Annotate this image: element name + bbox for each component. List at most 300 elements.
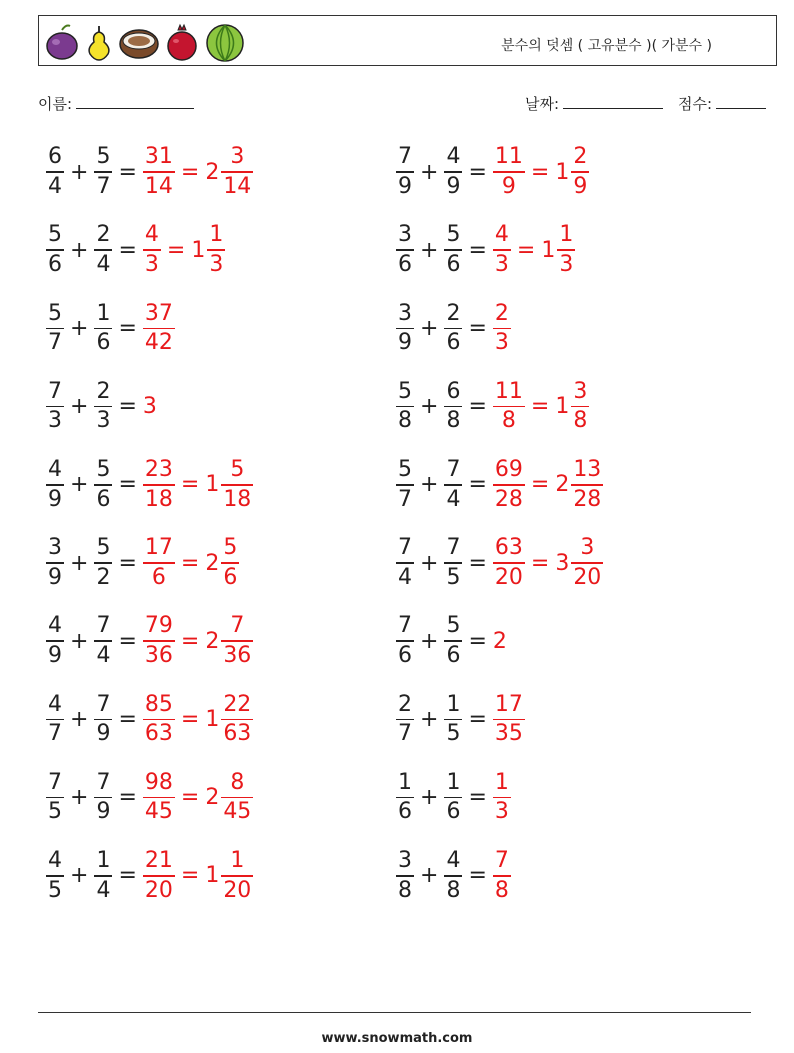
numerator: 3 bbox=[580, 535, 595, 561]
equals-sign: = bbox=[118, 628, 137, 654]
denominator: 6 bbox=[223, 564, 238, 590]
numerator: 5 bbox=[446, 222, 461, 248]
numerator: 3 bbox=[398, 222, 412, 248]
answer-fraction bbox=[493, 378, 525, 434]
denominator: 42 bbox=[144, 330, 173, 356]
mixed-whole: 1 bbox=[205, 863, 220, 889]
mixed-fraction bbox=[207, 224, 225, 276]
answer-fraction bbox=[493, 146, 525, 198]
denominator: 6 bbox=[96, 330, 111, 356]
addend-fraction bbox=[396, 691, 414, 747]
denominator: 9 bbox=[96, 799, 111, 825]
problem-item bbox=[46, 685, 253, 753]
answer-fraction bbox=[143, 615, 175, 667]
denominator: 18 bbox=[223, 486, 252, 512]
plus-sign: + bbox=[70, 159, 89, 185]
numerator: 17 bbox=[144, 535, 173, 561]
numerator: 3 bbox=[230, 144, 245, 170]
mixed-whole: 3 bbox=[555, 550, 570, 576]
numerator: 7 bbox=[398, 144, 412, 170]
date-field bbox=[525, 93, 663, 114]
denominator: 20 bbox=[573, 564, 602, 590]
plus-sign: + bbox=[420, 785, 439, 811]
denominator: 4 bbox=[48, 173, 62, 199]
plus-sign: + bbox=[70, 394, 89, 420]
denominator: 9 bbox=[501, 173, 516, 199]
equals-sign: = bbox=[118, 394, 137, 420]
mixed-fraction bbox=[571, 537, 603, 589]
addend-fraction bbox=[396, 615, 414, 667]
numerator: 5 bbox=[48, 222, 62, 248]
mixed-fraction bbox=[221, 615, 253, 667]
numerator: 4 bbox=[48, 691, 62, 717]
equals-sign: = bbox=[468, 550, 487, 576]
mixed-fraction bbox=[221, 850, 253, 902]
pear-icon bbox=[84, 22, 114, 62]
addend-fraction bbox=[444, 378, 462, 434]
denominator: 5 bbox=[48, 799, 62, 825]
header-box bbox=[38, 15, 777, 66]
denominator: 9 bbox=[96, 721, 111, 747]
problem-item bbox=[46, 529, 239, 597]
denominator: 9 bbox=[573, 173, 588, 199]
addend-fraction bbox=[444, 850, 462, 902]
mixed-whole: 2 bbox=[205, 550, 220, 576]
denominator: 3 bbox=[144, 251, 159, 277]
answer-fraction bbox=[493, 850, 511, 902]
equals-sign: = bbox=[468, 472, 487, 498]
coconut-icon bbox=[118, 22, 160, 62]
addend-fraction bbox=[46, 146, 64, 198]
numerator: 7 bbox=[48, 769, 62, 795]
equals-sign: = bbox=[530, 550, 550, 576]
numerator: 7 bbox=[446, 535, 461, 561]
plus-sign: + bbox=[70, 863, 89, 889]
numerator: 1 bbox=[446, 691, 461, 717]
addend-fraction bbox=[444, 537, 462, 589]
equals-sign: = bbox=[166, 237, 186, 263]
addend-fraction bbox=[94, 537, 112, 589]
addend-fraction bbox=[94, 224, 112, 276]
numerator: 3 bbox=[573, 378, 588, 404]
addend-fraction bbox=[396, 850, 414, 902]
denominator: 28 bbox=[573, 486, 602, 512]
addend-fraction bbox=[94, 769, 112, 825]
denominator: 7 bbox=[48, 721, 62, 747]
equals-sign: = bbox=[118, 863, 137, 889]
mixed-whole: 1 bbox=[205, 472, 220, 498]
equals-sign: = bbox=[118, 550, 137, 576]
plus-sign: + bbox=[420, 315, 439, 341]
equals-sign: = bbox=[468, 315, 487, 341]
denominator: 5 bbox=[446, 564, 461, 590]
answer-fraction bbox=[493, 769, 511, 825]
numerator: 7 bbox=[230, 613, 245, 639]
addend-fraction bbox=[46, 615, 64, 667]
denominator: 3 bbox=[209, 251, 224, 277]
pomegranate-icon bbox=[164, 22, 200, 62]
equals-sign: = bbox=[118, 785, 137, 811]
plus-sign: + bbox=[70, 550, 89, 576]
answer-fraction bbox=[143, 300, 175, 356]
problem-item bbox=[396, 529, 603, 597]
plus-sign: + bbox=[70, 315, 89, 341]
equals-sign: = bbox=[530, 394, 550, 420]
plus-sign: + bbox=[70, 706, 89, 732]
answer-fraction bbox=[493, 691, 525, 747]
plus-sign: + bbox=[420, 394, 439, 420]
denominator: 6 bbox=[398, 642, 412, 668]
numerator: 5 bbox=[48, 300, 62, 326]
denominator: 5 bbox=[48, 877, 62, 903]
plus-sign: + bbox=[70, 472, 89, 498]
mixed-fraction bbox=[221, 537, 239, 589]
numerator: 98 bbox=[144, 769, 173, 795]
denominator: 6 bbox=[398, 799, 412, 825]
denominator: 4 bbox=[96, 877, 111, 903]
mixed-fraction bbox=[221, 146, 253, 198]
mixed-whole: 2 bbox=[205, 159, 220, 185]
numerator: 5 bbox=[446, 613, 461, 639]
denominator: 2 bbox=[96, 564, 111, 590]
denominator: 6 bbox=[151, 564, 166, 590]
equals-sign: = bbox=[468, 237, 487, 263]
equals-sign: = bbox=[468, 706, 487, 732]
numerator: 4 bbox=[446, 144, 461, 170]
plus-sign: + bbox=[70, 237, 89, 263]
mixed-whole: 1 bbox=[555, 394, 570, 420]
mixed-fraction bbox=[571, 146, 589, 198]
problem-item bbox=[396, 607, 507, 675]
addend-fraction bbox=[396, 378, 414, 434]
addend-fraction bbox=[94, 850, 112, 902]
denominator: 7 bbox=[398, 486, 412, 512]
problem-item bbox=[46, 451, 253, 519]
numerator: 5 bbox=[96, 144, 111, 170]
denominator: 6 bbox=[446, 799, 461, 825]
problem-item bbox=[396, 842, 511, 910]
denominator: 8 bbox=[398, 877, 412, 903]
denominator: 9 bbox=[446, 173, 461, 199]
answer-whole: 3 bbox=[142, 394, 157, 420]
mixed-fraction bbox=[571, 459, 603, 511]
numerator: 5 bbox=[398, 457, 412, 483]
addend-fraction bbox=[46, 769, 64, 825]
denominator: 8 bbox=[573, 408, 588, 434]
plus-sign: + bbox=[70, 785, 89, 811]
problem-item bbox=[46, 607, 253, 675]
mixed-fraction bbox=[571, 378, 589, 434]
equals-sign: = bbox=[180, 863, 200, 889]
numerator: 4 bbox=[48, 613, 62, 639]
answer-fraction bbox=[143, 769, 175, 825]
addend-fraction bbox=[94, 146, 112, 198]
addend-fraction bbox=[444, 146, 462, 198]
denominator: 8 bbox=[494, 877, 509, 903]
numerator: 31 bbox=[144, 144, 173, 170]
equals-sign: = bbox=[180, 159, 200, 185]
addend-fraction bbox=[94, 691, 112, 747]
plus-sign: + bbox=[420, 550, 439, 576]
denominator: 5 bbox=[446, 721, 461, 747]
problem-item bbox=[396, 685, 525, 753]
mixed-whole: 1 bbox=[541, 237, 556, 263]
addend-fraction bbox=[46, 459, 64, 511]
equals-sign: = bbox=[180, 628, 200, 654]
date-blank[interactable] bbox=[563, 94, 663, 109]
numerator: 69 bbox=[494, 457, 523, 483]
numerator: 63 bbox=[494, 535, 523, 561]
denominator: 4 bbox=[398, 564, 412, 590]
problem-item bbox=[46, 764, 253, 832]
addend-fraction bbox=[94, 459, 112, 511]
name-blank[interactable] bbox=[76, 94, 194, 109]
mixed-fraction bbox=[221, 769, 253, 825]
mixed-whole: 2 bbox=[205, 628, 220, 654]
addend-fraction bbox=[396, 224, 414, 276]
denominator: 9 bbox=[398, 330, 412, 356]
numerator: 7 bbox=[48, 378, 62, 404]
plum-icon bbox=[44, 22, 80, 62]
numerator: 79 bbox=[144, 613, 173, 639]
numerator: 1 bbox=[494, 769, 509, 795]
denominator: 3 bbox=[494, 799, 509, 825]
numerator: 5 bbox=[230, 457, 245, 483]
denominator: 8 bbox=[446, 877, 461, 903]
addend-fraction bbox=[396, 769, 414, 825]
denominator: 28 bbox=[494, 486, 523, 512]
addend-fraction bbox=[46, 224, 64, 276]
numerator: 4 bbox=[494, 222, 509, 248]
numerator: 22 bbox=[223, 691, 252, 717]
addend-fraction bbox=[396, 459, 414, 511]
numerator: 4 bbox=[48, 457, 62, 483]
addend-fraction bbox=[46, 378, 64, 434]
denominator: 45 bbox=[223, 799, 252, 825]
numerator: 7 bbox=[446, 457, 461, 483]
addend-fraction bbox=[444, 300, 462, 356]
numerator: 85 bbox=[144, 691, 173, 717]
numerator: 5 bbox=[96, 535, 111, 561]
addend-fraction bbox=[46, 300, 64, 356]
addend-fraction bbox=[94, 300, 112, 356]
addend-fraction bbox=[46, 850, 64, 902]
numerator: 2 bbox=[96, 222, 111, 248]
denominator: 4 bbox=[96, 642, 111, 668]
footer-divider bbox=[38, 1012, 751, 1013]
addend-fraction bbox=[46, 691, 64, 747]
denominator: 4 bbox=[96, 251, 111, 277]
plus-sign: + bbox=[420, 628, 439, 654]
equals-sign: = bbox=[180, 785, 200, 811]
numerator: 4 bbox=[48, 848, 62, 874]
answer-fraction bbox=[493, 537, 525, 589]
answer-fraction bbox=[143, 224, 161, 276]
page-title: 분수의 덧셈 ( 고유분수 )( 가분수 ) bbox=[501, 38, 712, 54]
numerator: 4 bbox=[446, 848, 461, 874]
numerator: 7 bbox=[494, 848, 509, 874]
numerator: 3 bbox=[48, 535, 62, 561]
denominator: 6 bbox=[96, 486, 111, 512]
denominator: 36 bbox=[144, 642, 173, 668]
denominator: 9 bbox=[48, 642, 62, 668]
equals-sign: = bbox=[118, 315, 137, 341]
denominator: 8 bbox=[398, 408, 412, 434]
denominator: 6 bbox=[446, 330, 461, 356]
problem-item bbox=[46, 373, 157, 441]
name-field bbox=[38, 93, 194, 114]
numerator: 7 bbox=[398, 613, 412, 639]
equals-sign: = bbox=[118, 706, 137, 732]
denominator: 7 bbox=[96, 173, 111, 199]
denominator: 3 bbox=[96, 408, 111, 434]
denominator: 9 bbox=[48, 486, 62, 512]
numerator: 7 bbox=[96, 691, 111, 717]
plus-sign: + bbox=[420, 159, 439, 185]
denominator: 6 bbox=[398, 251, 412, 277]
addend-fraction bbox=[444, 615, 462, 667]
numerator: 2 bbox=[573, 144, 588, 170]
addend-fraction bbox=[94, 378, 112, 434]
mixed-fraction bbox=[557, 224, 575, 276]
denominator: 3 bbox=[559, 251, 574, 277]
numerator: 23 bbox=[144, 457, 173, 483]
denominator: 8 bbox=[446, 408, 461, 434]
numerator: 6 bbox=[48, 144, 62, 170]
plus-sign: + bbox=[420, 863, 439, 889]
score-blank[interactable] bbox=[716, 94, 766, 109]
equals-sign: = bbox=[468, 785, 487, 811]
answer-fraction bbox=[143, 537, 175, 589]
answer-fraction bbox=[143, 459, 175, 511]
plus-sign: + bbox=[420, 472, 439, 498]
equals-sign: = bbox=[468, 863, 487, 889]
problem-item bbox=[46, 842, 253, 910]
denominator: 20 bbox=[144, 877, 173, 903]
equals-sign: = bbox=[180, 706, 200, 732]
denominator: 20 bbox=[223, 877, 252, 903]
denominator: 4 bbox=[446, 486, 461, 512]
equals-sign: = bbox=[468, 159, 487, 185]
answer-fraction bbox=[143, 691, 175, 747]
equals-sign: = bbox=[118, 159, 137, 185]
equals-sign: = bbox=[468, 628, 487, 654]
denominator: 36 bbox=[223, 642, 252, 668]
denominator: 7 bbox=[398, 721, 412, 747]
equals-sign: = bbox=[118, 472, 137, 498]
numerator: 7 bbox=[398, 535, 412, 561]
fruit-icons bbox=[44, 22, 246, 62]
denominator: 8 bbox=[501, 408, 516, 434]
problem-item bbox=[396, 451, 603, 519]
numerator: 37 bbox=[144, 300, 173, 326]
denominator: 3 bbox=[494, 251, 509, 277]
addend-fraction bbox=[444, 691, 462, 747]
problem-item bbox=[396, 294, 511, 362]
problem-item bbox=[46, 216, 225, 284]
numerator: 3 bbox=[398, 848, 412, 874]
numerator: 1 bbox=[209, 222, 224, 248]
denominator: 20 bbox=[494, 564, 523, 590]
numerator: 2 bbox=[96, 378, 111, 404]
problem-item bbox=[396, 764, 511, 832]
problem-item bbox=[396, 373, 589, 441]
date-label: 날짜: bbox=[525, 95, 560, 113]
numerator: 1 bbox=[446, 769, 461, 795]
numerator: 21 bbox=[144, 848, 173, 874]
score-label: 점수: bbox=[678, 95, 713, 113]
numerator: 7 bbox=[96, 769, 111, 795]
numerator: 3 bbox=[398, 300, 412, 326]
problem-item bbox=[46, 294, 175, 362]
numerator: 5 bbox=[223, 535, 238, 561]
name-label: 이름: bbox=[38, 95, 73, 113]
addend-fraction bbox=[444, 769, 462, 825]
denominator: 3 bbox=[494, 330, 509, 356]
score-field bbox=[678, 93, 766, 114]
denominator: 18 bbox=[144, 486, 173, 512]
watermelon-icon bbox=[204, 22, 246, 62]
numerator: 5 bbox=[96, 457, 111, 483]
denominator: 63 bbox=[223, 721, 252, 747]
equals-sign: = bbox=[180, 472, 200, 498]
denominator: 14 bbox=[144, 173, 173, 199]
equals-sign: = bbox=[530, 159, 550, 185]
numerator: 1 bbox=[96, 300, 111, 326]
mixed-whole: 1 bbox=[205, 706, 220, 732]
mixed-whole: 2 bbox=[555, 472, 570, 498]
footer-url: www.snowmath.com bbox=[321, 1031, 473, 1046]
answer-fraction bbox=[493, 300, 511, 356]
problem-item bbox=[46, 138, 253, 206]
denominator: 63 bbox=[144, 721, 173, 747]
numerator: 7 bbox=[96, 613, 111, 639]
equals-sign: = bbox=[468, 394, 487, 420]
numerator: 5 bbox=[398, 378, 412, 404]
numerator: 1 bbox=[230, 848, 245, 874]
mixed-whole: 2 bbox=[205, 785, 220, 811]
equals-sign: = bbox=[516, 237, 536, 263]
denominator: 6 bbox=[446, 251, 461, 277]
plus-sign: + bbox=[70, 628, 89, 654]
numerator: 6 bbox=[446, 378, 461, 404]
numerator: 1 bbox=[96, 848, 111, 874]
addend-fraction bbox=[444, 459, 462, 511]
answer-whole: 2 bbox=[492, 628, 507, 654]
mixed-whole: 1 bbox=[555, 159, 570, 185]
denominator: 14 bbox=[223, 173, 252, 199]
addend-fraction bbox=[46, 537, 64, 589]
plus-sign: + bbox=[420, 237, 439, 263]
answer-fraction bbox=[493, 224, 511, 276]
problem-item bbox=[396, 138, 589, 206]
denominator: 6 bbox=[446, 642, 461, 668]
mixed-whole: 1 bbox=[191, 237, 206, 263]
denominator: 7 bbox=[48, 330, 62, 356]
numerator: 2 bbox=[494, 300, 509, 326]
answer-fraction bbox=[143, 146, 175, 198]
denominator: 3 bbox=[48, 408, 62, 434]
addend-fraction bbox=[94, 615, 112, 667]
plus-sign: + bbox=[420, 706, 439, 732]
numerator: 13 bbox=[573, 457, 602, 483]
addend-fraction bbox=[396, 537, 414, 589]
denominator: 9 bbox=[398, 173, 412, 199]
mixed-fraction bbox=[221, 459, 253, 511]
denominator: 35 bbox=[494, 721, 523, 747]
numerator: 17 bbox=[494, 691, 523, 717]
mixed-fraction bbox=[221, 691, 253, 747]
